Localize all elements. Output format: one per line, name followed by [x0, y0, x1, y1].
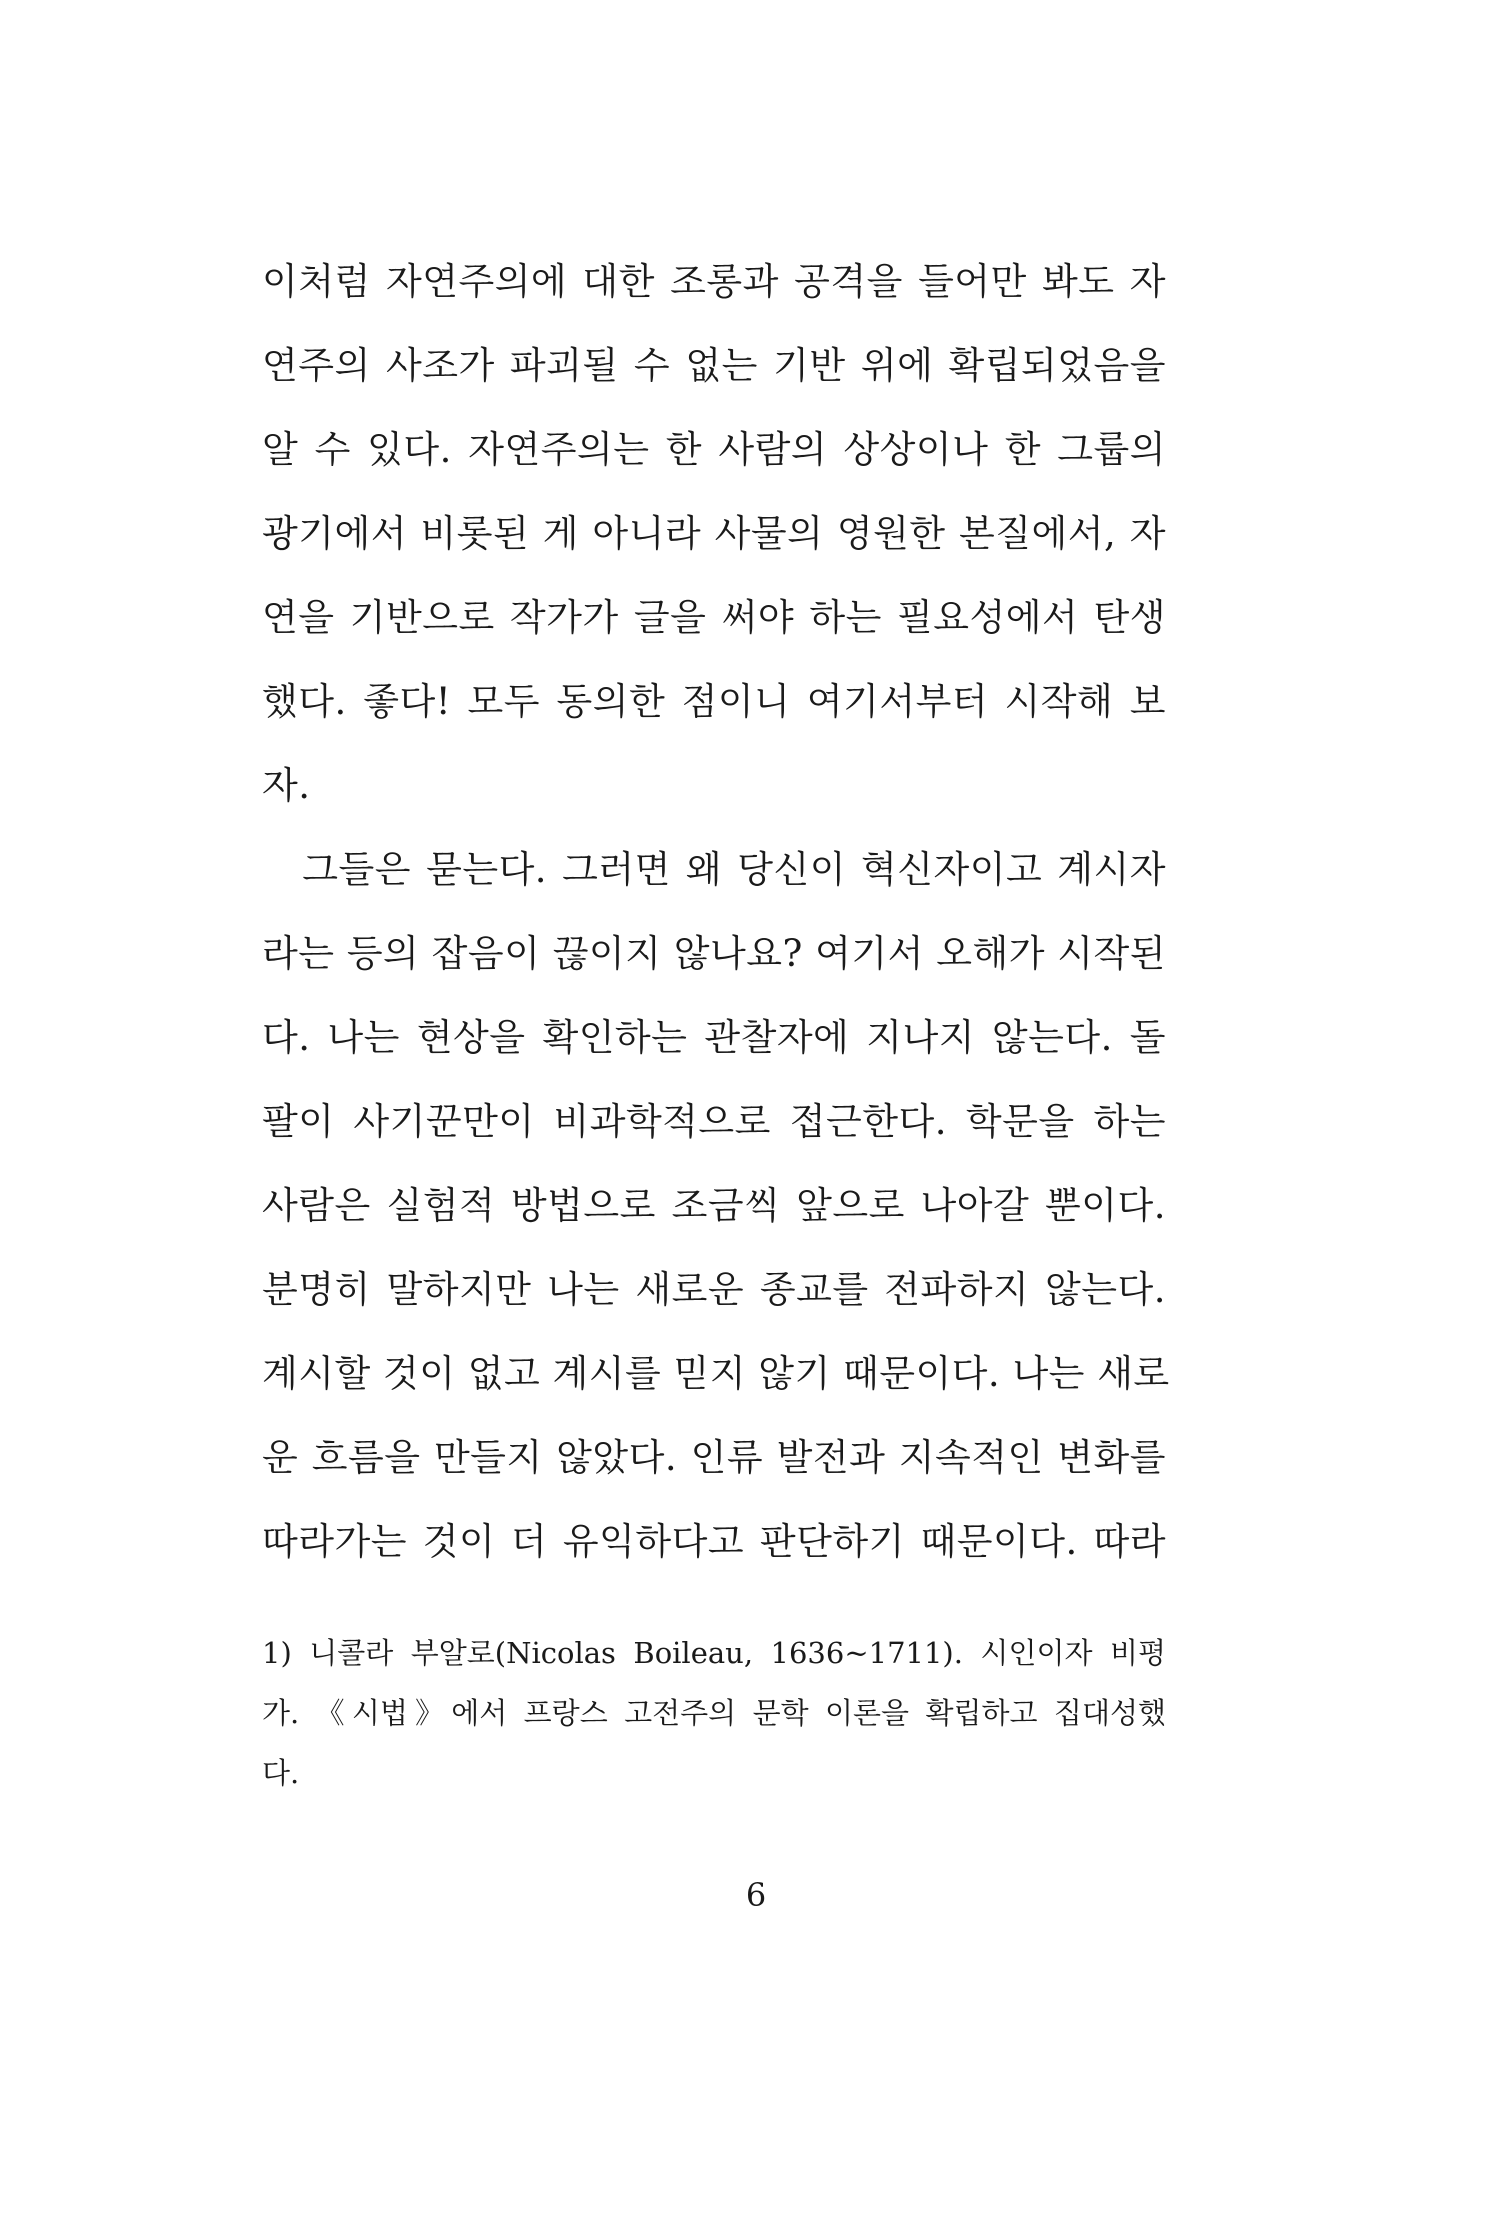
text-line: 알 수 있다. 자연주의는 한 사람의 상상이나 한 그룹의 [262, 428, 1166, 471]
page-number: 6 [745, 1876, 767, 1914]
text-line: 팔이 사기꾼만이 비과학적으로 접근한다. 학문을 하는 [262, 1100, 1166, 1143]
text-line: 이처럼 자연주의에 대한 조롱과 공격을 들어만 봐도 자 [262, 260, 1166, 303]
text-line: 연주의 사조가 파괴될 수 없는 기반 위에 확립되었음을 [262, 344, 1166, 387]
footnote-line: 가. 《시법》에서 프랑스 고전주의 문학 이론을 확립하고 집대성했 [262, 1696, 1166, 1730]
text-line: 다. 나는 현상을 확인하는 관찰자에 지나지 않는다. 돌 [262, 1016, 1166, 1059]
text-line: 계시할 것이 없고 계시를 믿지 않기 때문이다. 나는 새로 [262, 1352, 1170, 1395]
text-line: 운 흐름을 만들지 않았다. 인류 발전과 지속적인 변화를 [262, 1436, 1166, 1479]
text-line: 따라가는 것이 더 유익하다고 판단하기 때문이다. 따라 [262, 1520, 1166, 1563]
footnote-line: 다. [262, 1756, 300, 1790]
text-line: 광기에서 비롯된 게 아니라 사물의 영원한 본질에서, 자 [262, 512, 1166, 555]
footnote [262, 1626, 1166, 1806]
body-text [262, 248, 1170, 1592]
text-line: 사람은 실험적 방법으로 조금씩 앞으로 나아갈 뿐이다. [262, 1184, 1166, 1227]
text-line: 라는 등의 잡음이 끊이지 않나요? 여기서 오해가 시작된 [262, 932, 1166, 975]
text-line: 자. [262, 764, 311, 807]
text-line: 분명히 말하지만 나는 새로운 종교를 전파하지 않는다. [262, 1268, 1166, 1311]
text-line: 했다. 좋다! 모두 동의한 점이니 여기서부터 시작해 보 [262, 680, 1166, 723]
text-line: 그들은 묻는다. 그러면 왜 당신이 혁신자이고 계시자 [262, 848, 1166, 891]
text-line: 연을 기반으로 작가가 글을 써야 하는 필요성에서 탄생 [262, 596, 1166, 639]
footnote-line: 1) 니콜라 부알로(Nicolas Boileau, 1636~1711). 시인이자 비평 [262, 1636, 1166, 1670]
